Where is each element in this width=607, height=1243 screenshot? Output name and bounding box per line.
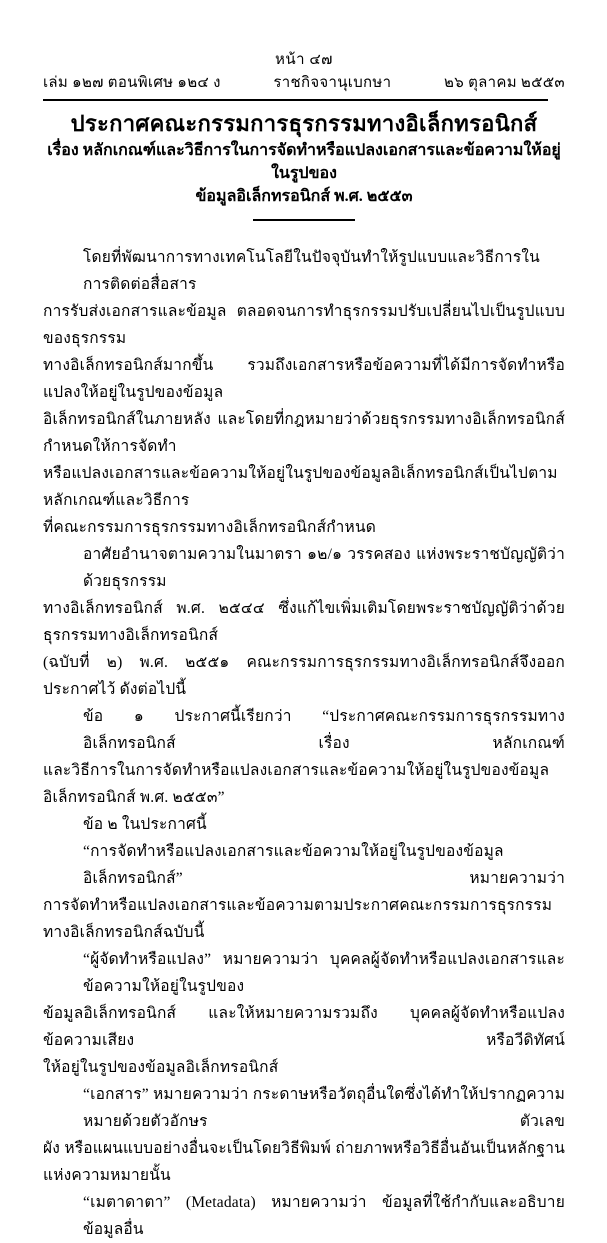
definition-document [43, 1081, 565, 1189]
body-line: “การจัดทำหรือแปลงเอกสารและข้อความให้อยู่ในรูปของข้อมูลอิเล็กทรอนิกส์” หมายความว่า [83, 843, 565, 887]
body-line: และวิธีการในการจัดทำหรือแปลงเอกสารและข้อความให้อยู่ในรูปของข้อมูลอิเล็กทรอนิกส์ พ.ศ. ๒๕๕๓” [43, 762, 550, 806]
body-line: “เมตาดาตา” (Metadata) หมายความว่า ข้อมูลที่ใช้กำกับและอธิบายข้อมูลอื่น [83, 1194, 565, 1238]
body-line: การจัดทำหรือแปลงเอกสารและข้อความตามประกาศคณะกรรมการธุรกรรมทางอิเล็กทรอนิกส์ฉบับนี้ [43, 897, 553, 941]
body-line: ข้อมูลอิเล็กทรอนิกส์ และให้หมายความรวมถึง บุคคลผู้จัดทำหรือแปลงข้อความเสียง หรือวีดิทัศน์ [43, 1005, 565, 1049]
body-line: ข้อ ๑ ประกาศนี้เรียกว่า “ประกาศคณะกรรมการธุรกรรมทางอิเล็กทรอนิกส์ เรื่อง หลักเกณฑ์ [83, 708, 565, 752]
gazette-header-row [43, 71, 565, 95]
volume-issue-label: เล่ม ๑๒๗ ตอนพิเศษ ๑๒๔ ง [43, 75, 221, 91]
body-line: อิเล็กทรอนิกส์ในภายหลัง และโดยที่กฎหมายว่าด้วยธุรกรรมทางอิเล็กทรอนิกส์กำหนดให้การจัดทำ [43, 411, 565, 455]
page-number: หน้า ๔๗ [275, 52, 333, 68]
body-line: ผัง หรือแผนแบบอย่างอื่นจะเป็นโดยวิธีพิมพ์ ถ่ายภาพหรือวิธีอื่นอันเป็นหลักฐานแห่งความหมายนั้น [43, 1140, 565, 1184]
definition-metadata [43, 1189, 565, 1243]
paragraph-preamble [43, 244, 565, 541]
announcement-subject-line1: เรื่อง หลักเกณฑ์และวิธีการในการจัดทำหรือแปลงเอกสารและข้อความให้อยู่ในรูปของ [47, 142, 561, 182]
body-line: ข้อ ๒ ในประกาศนี้ [83, 816, 207, 833]
body-line: “เอกสาร” หมายความว่า กระดาษหรือวัตถุอื่นใดซึ่งได้ทำให้ปรากฏความหมายด้วยตัวอักษร ตัวเลข [83, 1086, 565, 1130]
publication-date: ๒๖ ตุลาคม ๒๕๕๓ [444, 75, 565, 91]
definition-converter [43, 946, 565, 1081]
subject-divider [253, 219, 355, 221]
announcement-body [43, 244, 565, 1243]
paragraph-authority [43, 541, 565, 703]
body-line: การรับส่งเอกสารและข้อมูล ตลอดจนการทำธุรกรรมปรับเปลี่ยนไปเป็นรูปแบบของธุรกรรม [43, 303, 565, 347]
header-divider [43, 99, 548, 101]
announcement-title: ประกาศคณะกรรมการธุรกรรมทางอิเล็กทรอนิกส์ [70, 111, 538, 136]
body-line: ทางอิเล็กทรอนิกส์ พ.ศ. ๒๕๔๔ ซึ่งแก้ไขเพิ่มเติมโดยพระราชบัญญัติว่าด้วยธุรกรรมทางอิเล็กทรอนิกส์ [43, 600, 565, 644]
gazette-title: ราชกิจจานุเบกษา [273, 75, 392, 91]
body-line: (ฉบับที่ ๒) พ.ศ. ๒๕๕๑ คณะกรรมการธุรกรรมทางอิเล็กทรอนิกส์จึงออกประกาศไว้ ดังต่อไปนี้ [43, 654, 565, 698]
body-line: อาศัยอำนาจตามความในมาตรา ๑๒/๑ วรรคสอง แห่งพระราชบัญญัติว่าด้วยธุรกรรม [83, 546, 565, 590]
body-line: “ผู้จัดทำหรือแปลง” หมายความว่า บุคคลผู้จัดทำหรือแปลงเอกสารและข้อความให้อยู่ในรูปของ [83, 951, 565, 995]
body-line: ทางอิเล็กทรอนิกส์มากขึ้น รวมถึงเอกสารหรือข้อความที่ได้มีการจัดทำหรือแปลงให้อยู่ในรูปของข้อมูล [43, 357, 565, 401]
clause-2 [43, 811, 565, 838]
body-line: ให้อยู่ในรูปของข้อมูลอิเล็กทรอนิกส์ [43, 1059, 279, 1076]
body-line: หรือแปลงเอกสารและข้อความให้อยู่ในรูปของข้อมูลอิเล็กทรอนิกส์เป็นไปตามหลักเกณฑ์และวิธีการ [43, 465, 558, 509]
announcement-subject-line2: ข้อมูลอิเล็กทรอนิกส์ พ.ศ. ๒๕๕๓ [195, 188, 413, 205]
definition-conversion [43, 838, 565, 946]
body-line: ที่คณะกรรมการธุรกรรมทางอิเล็กทรอนิกส์กำหนด [43, 519, 377, 536]
clause-1 [43, 703, 565, 811]
body-line: โดยที่พัฒนาการทางเทคโนโลยีในปัจจุบันทำให้รูปแบบและวิธีการในการติดต่อสื่อสาร [83, 249, 540, 293]
